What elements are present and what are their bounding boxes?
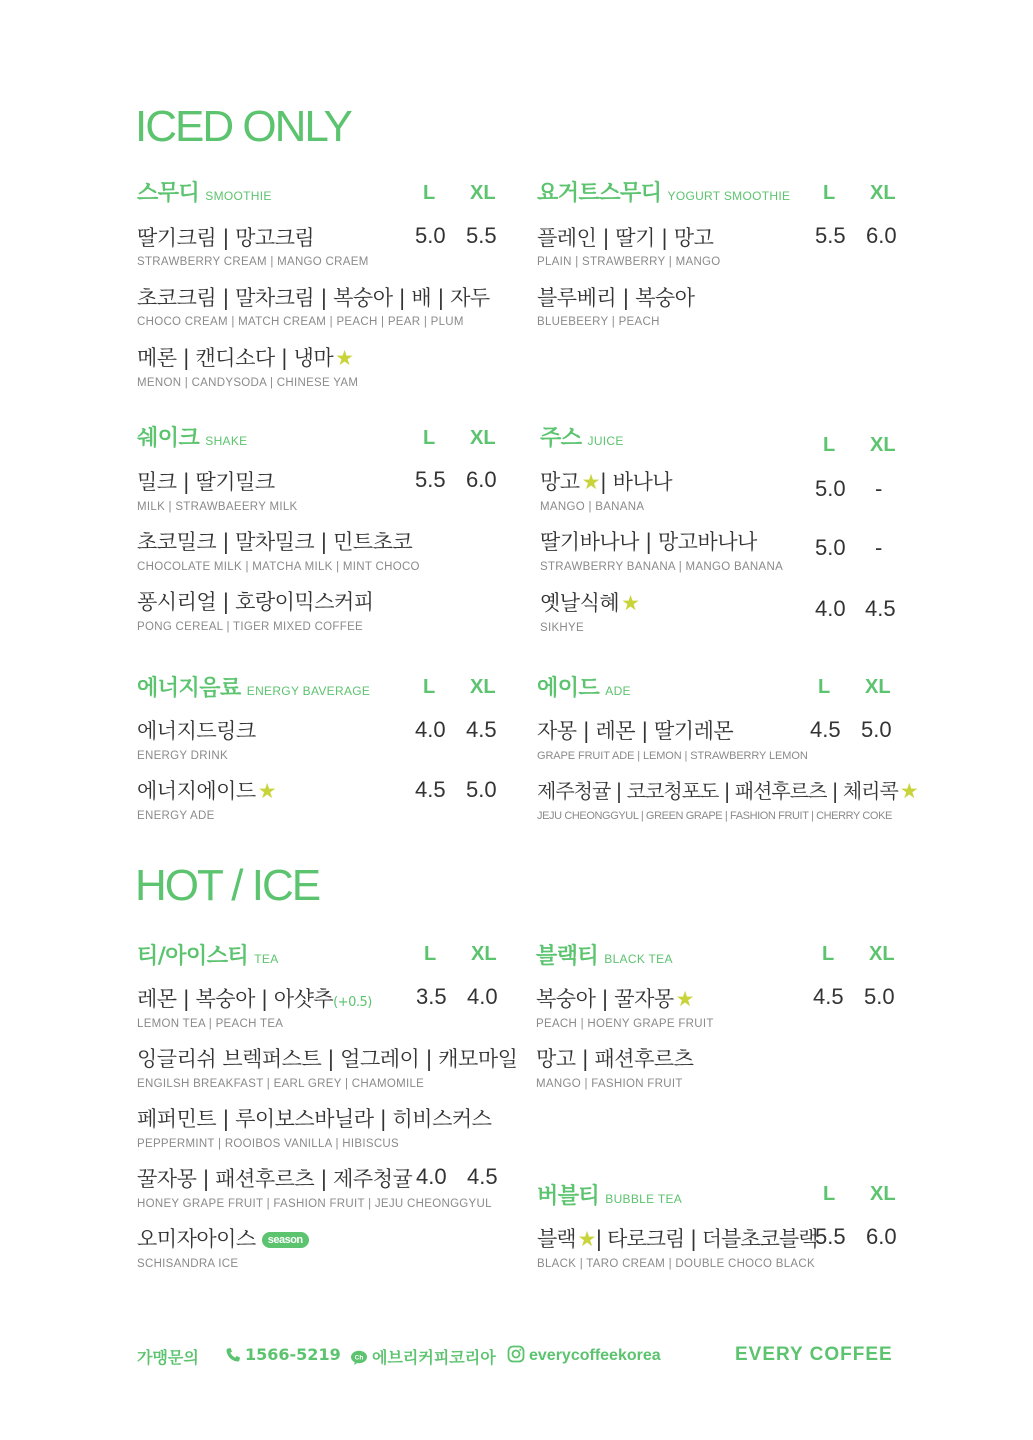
price-l: 4.5 xyxy=(415,777,446,802)
category-tea xyxy=(137,939,279,970)
menu-item-en: CHOCO CREAM | MATCH CREAM | PEACH | PEAR | PLUM xyxy=(137,316,464,328)
menu-item-en: SCHISANDRA ICE xyxy=(137,1258,239,1270)
category-ko: 티/아이스티 xyxy=(137,944,249,969)
category-en: ENERGY BAVERAGE xyxy=(246,684,371,698)
menu-item-en: MANGO | BANANA xyxy=(540,501,645,513)
price-xl: 4.5 xyxy=(865,596,896,621)
category-energy xyxy=(137,671,370,702)
menu-item xyxy=(137,1223,309,1253)
svg-text:Ch: Ch xyxy=(354,1354,364,1362)
price-xl: 6.0 xyxy=(466,467,497,492)
category-shake xyxy=(137,421,247,452)
menu-item: 플레인 | 딸기 | 망고 xyxy=(537,226,714,250)
category-ko: 주스 xyxy=(540,426,582,451)
menu-item-en: SIKHYE xyxy=(540,622,584,634)
star-icon: ★ xyxy=(577,1227,596,1251)
menu-item-name: 복숭아 | 꿀자몽 xyxy=(536,987,674,1011)
category-yogurt-smoothie xyxy=(537,176,790,207)
menu-item-en: GRAPE FRUIT ADE | LEMON | STRAWBERRY LEMON xyxy=(537,750,808,762)
size-l: L xyxy=(423,427,436,449)
category-smoothie xyxy=(137,176,272,207)
price-l: 4.0 xyxy=(415,717,446,742)
price-l: 4.5 xyxy=(810,717,841,742)
category-ade xyxy=(537,671,631,702)
menu-item-en: MENON | CANDYSODA | CHINESE YAM xyxy=(137,377,359,389)
section-title-hot-ice: HOT / ICE xyxy=(135,861,320,910)
menu-item-name: 제주청귤 | 코코청포도 | 패션후르츠 | 체리콕 xyxy=(537,779,898,803)
category-ko: 블랙티 xyxy=(536,944,599,969)
star-icon: ★ xyxy=(899,779,918,803)
price-xl: 5.0 xyxy=(861,717,892,742)
category-en: ADE xyxy=(605,684,631,698)
menu-item: 블루베리 | 복숭아 xyxy=(537,286,695,310)
menu-item-en: CHOCOLATE MILK | MATCHA MILK | MINT CHOCO xyxy=(137,561,420,573)
menu-item-name: | 타로크림 | 더블초코블랙 xyxy=(595,1227,818,1251)
category-en: TEA xyxy=(254,952,279,966)
menu-item xyxy=(540,466,672,496)
category-black-tea xyxy=(536,939,673,970)
menu-item-name: 에너지에이드 xyxy=(137,779,256,803)
menu-item-en: STRAWBERRY CREAM | MANGO CRAEM xyxy=(137,256,369,268)
price-xl: 5.5 xyxy=(466,223,497,248)
kakao-contact[interactable] xyxy=(350,1345,496,1368)
brand-logo: EVERY COFFEE xyxy=(735,1344,893,1365)
size-xl: XL xyxy=(870,182,896,204)
size-l: L xyxy=(823,434,836,456)
price-l: 4.0 xyxy=(416,1164,447,1189)
star-icon: ★ xyxy=(257,779,277,803)
category-ko: 스무디 xyxy=(137,181,200,206)
size-l: L xyxy=(424,943,437,965)
price-xl: 6.0 xyxy=(866,1224,897,1249)
kakao-icon xyxy=(350,1348,372,1367)
franchise-inquiry-label: 가맹문의 xyxy=(137,1348,199,1367)
price-xl: 4.0 xyxy=(467,984,498,1009)
kakao-channel-name: 에브리커피코리아 xyxy=(372,1348,496,1367)
size-l: L xyxy=(423,182,436,204)
price-l: 5.5 xyxy=(815,1224,846,1249)
menu-item: 딸기크림 | 망고크림 xyxy=(137,226,315,250)
price-xl: 4.5 xyxy=(467,1164,498,1189)
menu-item: 꿀자몽 | 패션후르츠 | 제주청귤 xyxy=(137,1167,413,1191)
menu-item-en: MANGO | FASHION FRUIT xyxy=(536,1078,683,1090)
size-l: L xyxy=(818,676,831,698)
menu-item-en: ENERGY ADE xyxy=(137,810,215,822)
phone-icon xyxy=(225,1345,245,1364)
category-ko: 쉐이크 xyxy=(137,426,200,451)
phone-contact[interactable] xyxy=(225,1345,341,1364)
season-badge: season xyxy=(262,1232,309,1248)
size-xl: XL xyxy=(865,676,891,698)
menu-item: 에너지드링크 xyxy=(137,719,256,743)
menu-item xyxy=(137,983,372,1013)
menu-item-en: ENERGY DRINK xyxy=(137,750,228,762)
menu-item xyxy=(537,1223,817,1253)
instagram-handle: everycoffeekorea xyxy=(529,1347,661,1364)
size-xl: XL xyxy=(471,943,497,965)
phone-number: 1566-5219 xyxy=(245,1345,341,1364)
size-l: L xyxy=(823,1183,836,1205)
size-l: L xyxy=(423,676,436,698)
price-l: 4.5 xyxy=(813,984,844,1009)
menu-item-en: ENGILSH BREAKFAST | EARL GREY | CHAMOMILE xyxy=(137,1078,425,1090)
section-title-iced-only: ICED ONLY xyxy=(135,102,351,151)
price-l: 5.0 xyxy=(815,476,846,501)
menu-item-name: | 바나나 xyxy=(599,470,673,494)
category-en: BUBBLE TEA xyxy=(605,1192,683,1206)
extra-price: (+0.5) xyxy=(333,995,372,1010)
instagram-contact[interactable] xyxy=(507,1345,661,1365)
price-l: 5.5 xyxy=(815,223,846,248)
price-l: 5.5 xyxy=(415,467,446,492)
menu-item: 퐁시리얼 | 호랑이믹스커피 xyxy=(137,590,374,614)
menu-item-en: MILK | STRAWBAEERY MILK xyxy=(137,501,298,513)
price-l: 5.0 xyxy=(415,223,446,248)
price-xl: 6.0 xyxy=(866,223,897,248)
menu-item: 초코크림 | 말차크림 | 복숭아 | 배 | 자두 xyxy=(137,286,490,310)
menu-item xyxy=(137,775,276,805)
price-xl: 5.0 xyxy=(864,984,895,1009)
price-xl: 4.5 xyxy=(466,717,497,742)
size-xl: XL xyxy=(870,1183,896,1205)
category-ko: 에너지음료 xyxy=(137,676,241,701)
category-bubble-tea xyxy=(537,1179,682,1210)
menu-item-en: STRAWBERRY BANANA | MANGO BANANA xyxy=(540,561,784,573)
price-xl: 5.0 xyxy=(466,777,497,802)
category-en: JUICE xyxy=(587,434,624,448)
category-ko: 에이드 xyxy=(537,676,600,701)
category-ko: 요거트스무디 xyxy=(537,181,662,206)
menu-item xyxy=(137,342,353,372)
category-en: SMOOTHIE xyxy=(205,189,272,203)
menu-item-name: 오미자아이스 xyxy=(137,1227,256,1251)
menu-item-name: 블랙 xyxy=(537,1227,576,1251)
price-l: 5.0 xyxy=(815,535,846,560)
menu-item xyxy=(540,587,639,617)
price-xl: - xyxy=(875,535,883,560)
size-l: L xyxy=(822,943,835,965)
star-icon: ★ xyxy=(675,987,694,1011)
menu-item: 자몽 | 레몬 | 딸기레몬 xyxy=(537,719,734,743)
star-icon: ★ xyxy=(335,346,354,370)
menu-item: 밀크 | 딸기밀크 xyxy=(137,470,275,494)
size-xl: XL xyxy=(470,427,496,449)
category-ko: 버블티 xyxy=(537,1184,600,1209)
menu-item: 딸기바나나 | 망고바나나 xyxy=(540,530,757,554)
star-icon: ★ xyxy=(621,591,640,615)
menu-item: 잉글리쉬 브렉퍼스트 | 얼그레이 | 캐모마일 xyxy=(137,1047,518,1071)
menu-item xyxy=(537,775,918,804)
instagram-icon xyxy=(507,1345,529,1364)
menu-item-name: 옛날식혜 xyxy=(540,591,620,615)
size-xl: XL xyxy=(869,943,895,965)
price-xl: - xyxy=(875,476,883,501)
price-l: 4.0 xyxy=(815,596,846,621)
price-l: 3.5 xyxy=(416,984,447,1009)
menu-item xyxy=(536,983,694,1013)
menu-item-name: 레몬 | 복숭아 | 아샷추 xyxy=(137,987,334,1011)
menu-item-en: LEMON TEA | PEACH TEA xyxy=(137,1018,284,1030)
menu-item-name: 망고 xyxy=(540,470,580,494)
menu-item-en: BLUEBEERY | PEACH xyxy=(537,316,660,328)
menu-item: 초코밀크 | 말차밀크 | 민트초코 xyxy=(137,530,413,554)
menu-item-en: HONEY GRAPE FRUIT | FASHION FRUIT | JEJU CHEONGGYUL xyxy=(137,1198,492,1210)
menu-item-en: PEACH | HOENY GRAPE FRUIT xyxy=(536,1018,714,1030)
menu-item-name: 메론 | 캔디소다 | 냉마 xyxy=(137,346,334,370)
menu-item: 망고 | 패션후르츠 xyxy=(536,1047,694,1071)
menu-item-en: PLAIN | STRAWBERRY | MANGO xyxy=(537,256,721,268)
menu-item-en: PEPPERMINT | ROOIBOS VANILLA | HIBISCUS xyxy=(137,1138,400,1150)
category-en: YOGURT SMOOTHIE xyxy=(667,189,791,203)
menu-item-en: JEJU CHEONGGYUL | GREEN GRAPE | FASHION FRUIT | CHERRY COKE xyxy=(537,810,892,822)
size-xl: XL xyxy=(870,434,896,456)
menu-item-en: PONG CEREAL | TIGER MIXED COFFEE xyxy=(137,621,364,633)
menu-item: 페퍼민트 | 루이보스바닐라 | 히비스커스 xyxy=(137,1107,492,1131)
size-xl: XL xyxy=(470,676,496,698)
menu-item-en: BLACK | TARO CREAM | DOUBLE CHOCO BLACK xyxy=(537,1258,815,1270)
star-icon: ★ xyxy=(581,470,600,494)
size-l: L xyxy=(823,182,836,204)
size-xl: XL xyxy=(470,182,496,204)
category-juice xyxy=(540,421,624,452)
category-en: BLACK TEA xyxy=(604,952,673,966)
category-en: SHAKE xyxy=(205,434,248,448)
